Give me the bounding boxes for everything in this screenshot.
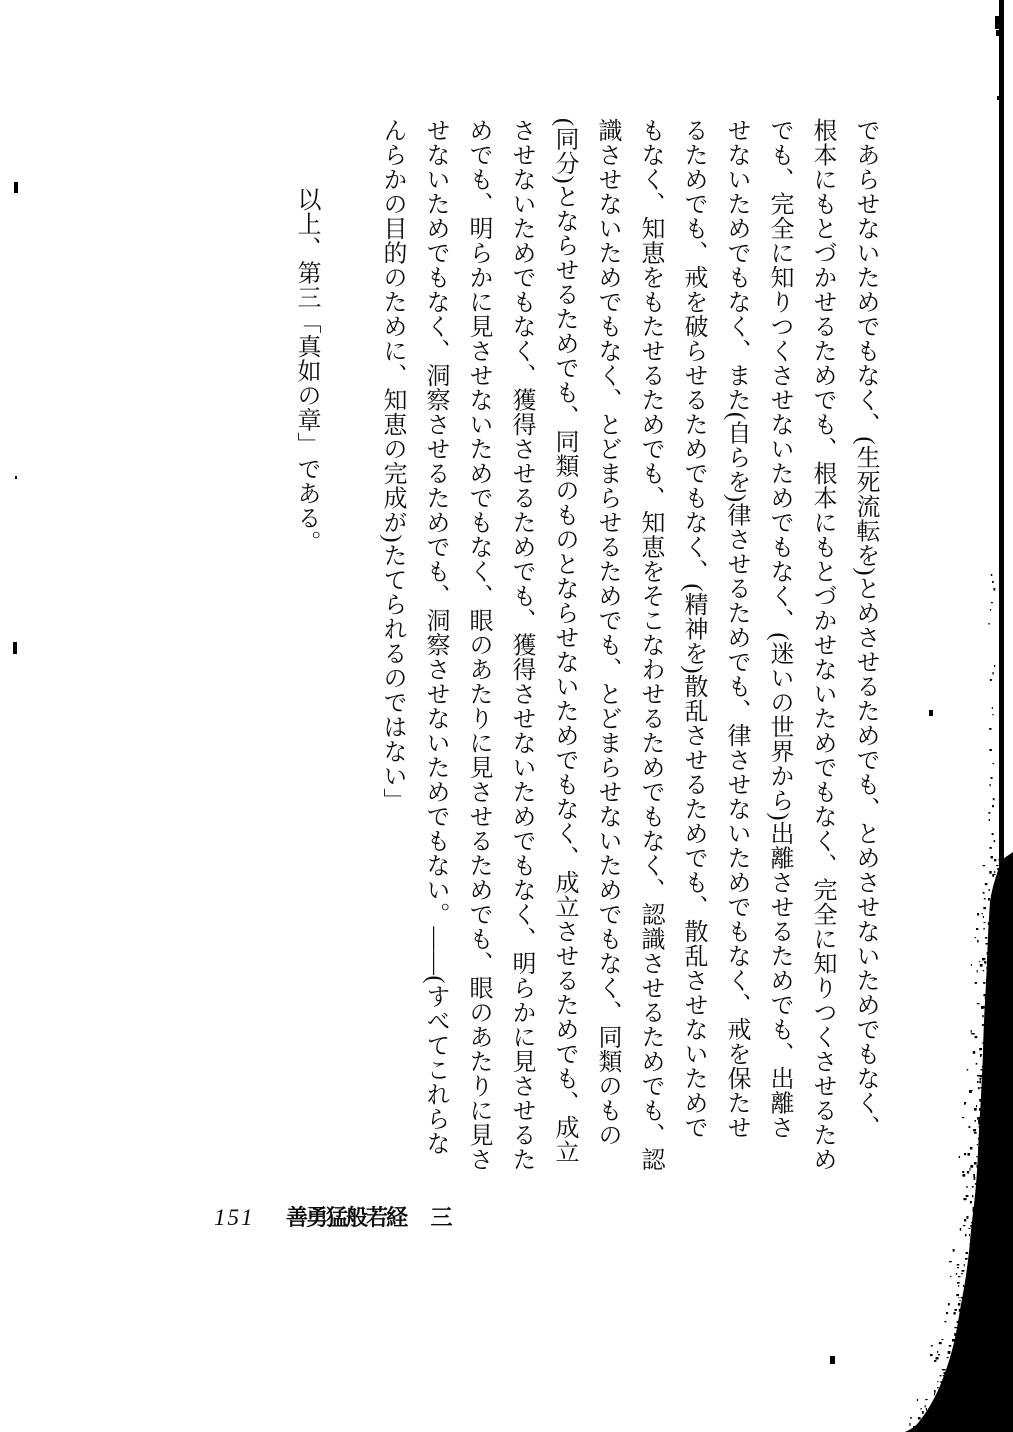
text-column: せないためでもなく、また(自らを)律させるためでも、律させないためでもなく、戒を保たせ [723, 118, 749, 1140]
page-number: 151 [214, 1205, 255, 1230]
text-column: でも、完全に知りつくさせないためでもなく、(迷いの世界から)出離させるためでも、出離さ [766, 118, 792, 1140]
text-column: させないためでもなく、獲得させるためでも、獲得させないためでもなく、明らかに見させるた [508, 118, 534, 1172]
text-column: めでも、明らかに見させないためでもなく、眼のあたりに見させるためでも、眼のあたりに見さ [465, 118, 491, 1172]
text-column: 根本にもとづかせるためでも、根本にもとづかせないためでもなく、完全に知りつくさせるため [809, 118, 835, 1172]
scan-speck [14, 182, 18, 193]
text-column: せないためでもなく、洞察させるためでも、洞察させないためでもない。——(すべてこれらな [422, 118, 448, 1156]
closing-line: 以上、第三「真如の章」である。 [293, 187, 319, 555]
scan-speck [15, 476, 17, 479]
page-footer [214, 1201, 453, 1232]
running-title: 善勇猛般若経 [286, 1205, 407, 1230]
text-column: るためでも、戒を破らせるためでもなく、(精神を)散乱させるためでも、散乱させないためで [680, 118, 706, 1140]
body-text [284, 118, 886, 1180]
text-column: 識させないためでもなく、とどまらせるためでも、とどまらせないためでもなく、同類のもの [594, 118, 620, 1147]
scan-speck [830, 1356, 835, 1364]
text-column: であらせないためでもなく、(生死流転を)とめさせるためでも、とめさせないためでもなく、 [852, 118, 878, 1140]
text-column: んらかの目的のために、知恵の完成が)たてられるのではない」 [379, 118, 405, 813]
scan-gutter-shadow [900, 0, 1013, 1432]
text-column: もなく、知恵をもたせるためでも、知恵をそこなわせるためでもなく、認識させるためでも、認 [637, 118, 663, 1172]
scan-speck [929, 710, 933, 716]
scan-speck [13, 642, 17, 654]
text-column: (同分)とならせるためでも、同類のものとならせないためでもなく、成立させるためでも、成立 [551, 118, 577, 1164]
volume-number: 三 [430, 1205, 453, 1230]
